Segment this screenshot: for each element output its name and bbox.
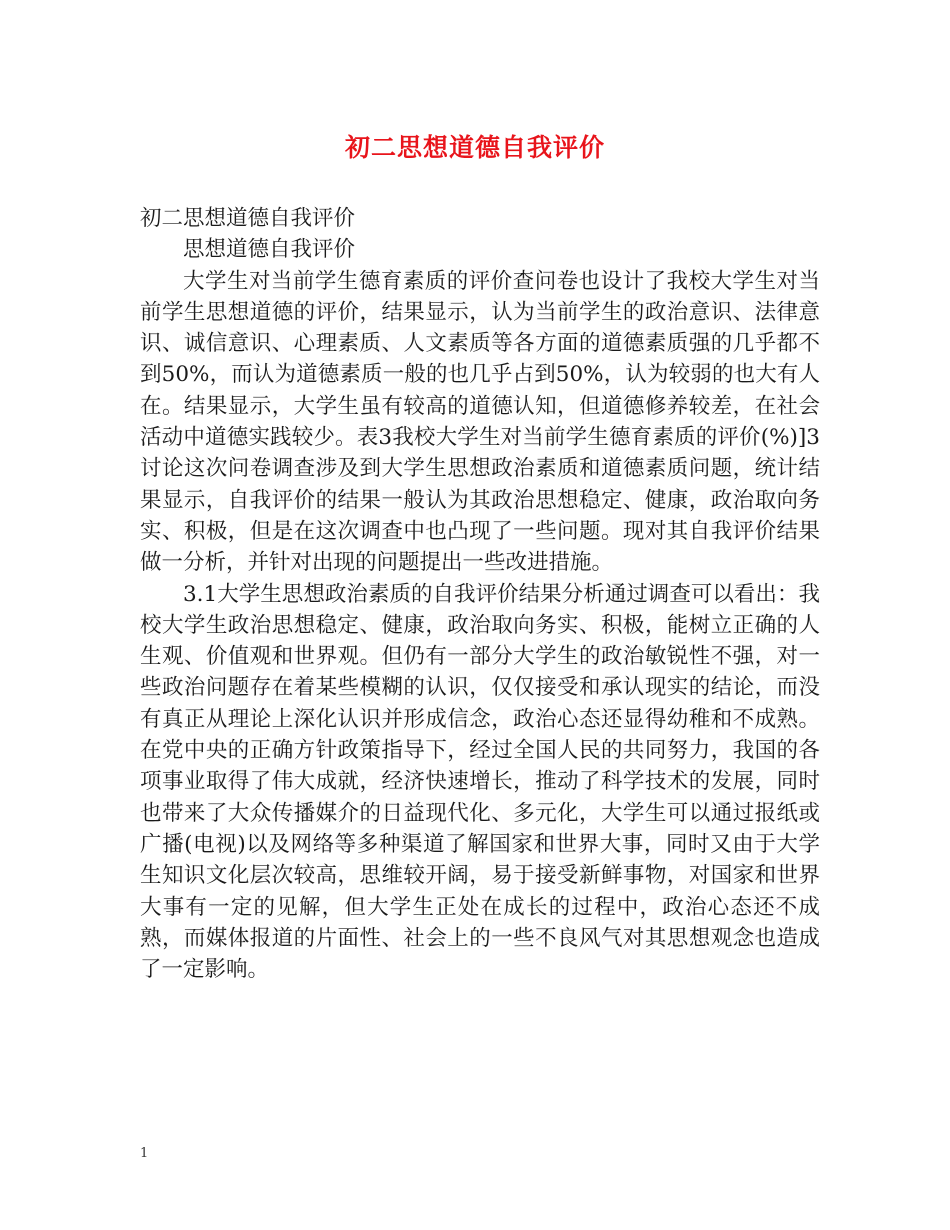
document-title: 初二思想道德自我评价 [344, 133, 605, 162]
paragraph-heading: 初二思想道德自我评价 [140, 206, 356, 231]
document-body [140, 203, 820, 985]
page-number: 1 [140, 1146, 149, 1161]
paragraph-subheading: 思想道德自我评价 [183, 237, 356, 263]
paragraph-political-analysis: 3.1大学生思想政治素质的自我评价结果分析通过调查可以看出：我校大学生政治思想稳定、健康，政治取向务实、积极，能树立正确的人生观、价值观和世界观。但仍有一部分大学生的政治敏锐性不强，对一些政治问题存在着某些模糊的认识，仅仅接受和承认现实的结论，而没有真正从理论上深化认识并形成信念，政治心态还显得幼稚和不成熟。在党中央的正确方针政策指导下，经过全国人民的共同努力，我国的各项事业取得了伟大成就，经济快速增长，推动了科学技术的发展，同时也带来了大众传播媒介的日益现代化、多元化，大学生可以通过报纸或广播(电视)以及网络等多种渠道了解国家和世界大事，同时又由于大学生知识文化层次较高，思维较开阔，易于接受新鲜事物，对国家和世界大事有一定的见解，但大学生正处在成长的过程中，政治心态还不成熟，而媒体报道的片面性、社会上的一些不良风气对其思想观念也造成了一定影响。 [140, 581, 820, 983]
paragraph-survey-results: 大学生对当前学生德育素质的评价查问卷也设计了我校大学生对当前学生思想道德的评价，结果显示，认为当前学生的政治意识、法律意识、诚信意识、心理素质、人文素质等各方面的道德素质强的几乎都不到50%，而认为道德素质一般的也几乎占到50%，认为较弱的也大有人在。结果显示，大学生虽有较高的道德认知，但道德修养较差，在社会活动中道德实践较少。表3我校大学生对当前学生德育素质的评价(%)]3讨论这次问卷调查涉及到大学生思想政治素质和道德素质问题，统计结果显示，自我评价的结果一般认为其政治思想稳定、健康，政治取向务实、积极，但是在这次调查中也凸现了一些问题。现对其自我评价结果做一分析，并针对出现的问题提出一些改进措施。 [140, 268, 820, 576]
